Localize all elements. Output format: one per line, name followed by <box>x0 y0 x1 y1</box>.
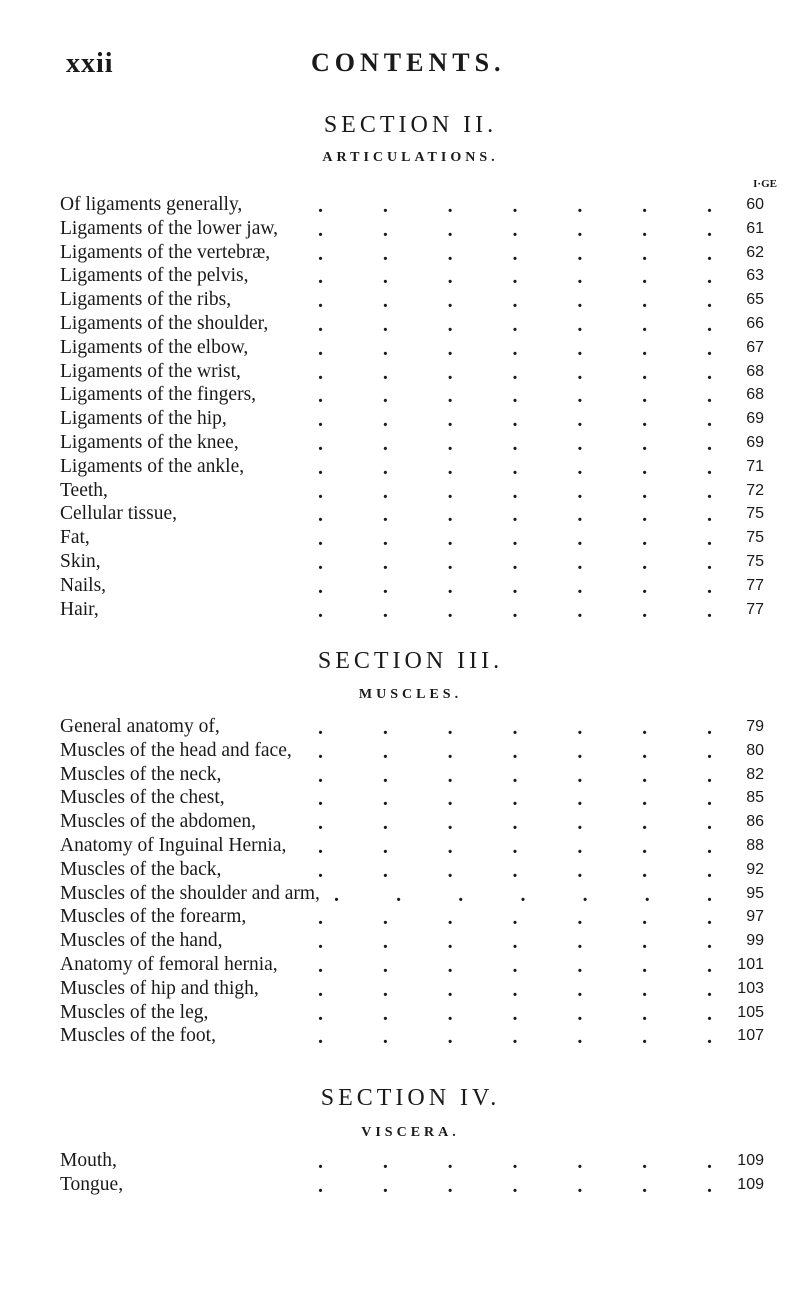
toc-entry <box>60 502 780 526</box>
section-heading-2: SECTION II. <box>323 112 498 138</box>
toc-entry-page: 68 <box>746 362 764 380</box>
toc-entry-label: Ligaments of the wrist, <box>60 360 241 382</box>
section-heading-3: SECTION III. <box>317 648 504 674</box>
dot-leader: . . . . . . . <box>318 575 712 598</box>
toc-entry <box>60 977 780 1001</box>
toc-list-muscles <box>60 715 780 1048</box>
toc-entry <box>60 763 780 787</box>
running-head <box>66 48 786 88</box>
dot-leader: . . . . . . . <box>318 599 712 622</box>
toc-entry-page: 101 <box>737 955 764 973</box>
toc-entry-page: 88 <box>746 836 764 854</box>
toc-entry <box>60 953 780 977</box>
toc-entry-label: Cellular tissue, <box>60 503 177 525</box>
toc-entry <box>60 1001 780 1025</box>
dot-leader: . . . . . . . <box>318 409 712 432</box>
dot-leader: . . . . . . . <box>318 290 712 313</box>
toc-entry <box>60 834 780 858</box>
dot-leader: . . . . . . . <box>318 1026 712 1049</box>
toc-entry-label: Ligaments of the vertebræ, <box>60 241 271 263</box>
section-subheading-3: MUSCLES. <box>358 687 463 702</box>
toc-entry-page: 62 <box>746 243 764 261</box>
dot-leader: . . . . . . . <box>318 528 712 551</box>
dot-leader: . . . . . . . <box>318 1002 712 1025</box>
toc-entry-page: 92 <box>746 860 764 878</box>
toc-entry <box>60 383 780 407</box>
toc-entry-label: Skin, <box>60 550 101 572</box>
toc-entry-label: Anatomy of Inguinal Hernia, <box>60 834 287 856</box>
dot-leader: . . . . . . . <box>318 385 712 408</box>
dot-leader: . . . . . . . <box>318 504 712 527</box>
toc-entry-page: 75 <box>746 552 764 570</box>
toc-entry-page: 77 <box>746 576 764 594</box>
toc-entry-page: 61 <box>746 219 764 237</box>
toc-entry <box>60 241 780 265</box>
toc-entry <box>60 336 780 360</box>
toc-entry-label: Ligaments of the pelvis, <box>60 265 249 287</box>
toc-entry <box>60 264 780 288</box>
toc-entry <box>60 1173 780 1197</box>
dot-leader: . . . . . . . <box>318 218 712 241</box>
dot-leader: . . . . . . . <box>318 907 712 930</box>
toc-entry-page: 69 <box>746 433 764 451</box>
toc-entry <box>60 786 780 810</box>
toc-entry <box>60 882 780 906</box>
toc-entry-label: Ligaments of the knee, <box>60 431 239 453</box>
section-subheading-2: ARTICULATIONS. <box>322 150 499 165</box>
toc-entry-label: Muscles of the forearm, <box>60 906 247 928</box>
toc-entry-page: 97 <box>746 908 764 926</box>
toc-list-viscera <box>60 1149 780 1197</box>
toc-entry-label: Muscles of the back, <box>60 858 222 880</box>
section-subheading-4: VISCERA. <box>361 1125 460 1140</box>
toc-entry-page: 99 <box>746 932 764 950</box>
dot-leader: . . . . . . . <box>318 1174 712 1197</box>
dot-leader: . . . . . . . <box>318 480 712 503</box>
toc-entry-page: 85 <box>746 789 764 807</box>
toc-entry <box>60 1149 780 1173</box>
toc-entry <box>60 526 780 550</box>
toc-entry-page: 79 <box>746 718 764 735</box>
dot-leader: . . . . . . . <box>318 313 712 336</box>
toc-entry <box>60 407 780 431</box>
toc-entry <box>60 598 780 622</box>
toc-entry-page: 95 <box>746 884 764 902</box>
toc-entry-label: Ligaments of the fingers, <box>60 384 257 406</box>
dot-leader: . . . . . . . <box>318 195 712 217</box>
dot-leader: . . . . . . . <box>318 266 712 289</box>
toc-entry-label: Ligaments of the hip, <box>60 408 227 430</box>
dot-leader: . . . . . . . <box>318 551 712 574</box>
toc-entry <box>60 574 780 598</box>
toc-entry <box>60 479 780 503</box>
toc-entry-page: 75 <box>746 505 764 523</box>
toc-entry-page: 80 <box>746 741 764 759</box>
dot-leader: . . . . . . . <box>318 717 712 739</box>
dot-leader: . . . . . . . <box>318 764 712 787</box>
toc-entry <box>60 550 780 574</box>
dot-leader: . . . . . . . <box>318 432 712 455</box>
page-folio: xxii <box>66 48 114 79</box>
page-column-label: I·GE <box>753 178 777 190</box>
toc-entry-label: Hair, <box>60 598 99 620</box>
toc-entry-label: Of ligaments generally, <box>60 194 243 215</box>
toc-entry <box>60 455 780 479</box>
toc-entry-page: 68 <box>746 386 764 404</box>
toc-entry-label: Fat, <box>60 527 90 549</box>
toc-entry-label: Tongue, <box>60 1173 124 1195</box>
toc-entry-page: 66 <box>746 314 764 332</box>
toc-entry <box>60 1024 780 1048</box>
toc-entry-page: 109 <box>737 1152 764 1169</box>
dot-leader: . . . . . . . <box>318 931 712 954</box>
toc-entry-label: Muscles of the abdomen, <box>60 811 257 833</box>
toc-entry-label: Mouth, <box>60 1150 117 1171</box>
toc-entry-label: Muscles of the shoulder and arm, <box>60 882 320 904</box>
toc-entry-page: 72 <box>746 481 764 499</box>
toc-entry-label: Muscles of the hand, <box>60 930 223 952</box>
toc-entry-page: 77 <box>746 600 764 618</box>
toc-entry <box>60 217 780 241</box>
dot-leader: . . . . . . . <box>318 812 712 835</box>
dot-leader: . . . . . . . <box>333 883 712 906</box>
toc-entry-label: Muscles of the leg, <box>60 1001 209 1023</box>
toc-entry <box>60 739 780 763</box>
toc-entry <box>60 431 780 455</box>
toc-entry-label: Muscles of the foot, <box>60 1025 216 1047</box>
dot-leader: . . . . . . . <box>318 242 712 265</box>
toc-entry <box>60 312 780 336</box>
dot-leader: . . . . . . . <box>318 456 712 479</box>
dot-leader: . . . . . . . <box>318 337 712 360</box>
toc-entry-page: 86 <box>746 813 764 831</box>
toc-entry <box>60 905 780 929</box>
toc-entry <box>60 193 780 217</box>
toc-entry-page: 63 <box>746 267 764 285</box>
running-title: CONTENTS. <box>311 48 506 77</box>
toc-entry-label: Ligaments of the ankle, <box>60 455 245 477</box>
toc-entry-label: Muscles of the neck, <box>60 763 222 785</box>
toc-entry-page: 109 <box>737 1175 764 1193</box>
toc-entry <box>60 929 780 953</box>
toc-entry <box>60 858 780 882</box>
toc-entry-label: Teeth, <box>60 479 108 501</box>
toc-entry <box>60 810 780 834</box>
toc-entry-page: 67 <box>746 338 764 356</box>
dot-leader: . . . . . . . <box>318 978 712 1001</box>
toc-entry-page: 69 <box>746 410 764 428</box>
section-heading-4: SECTION IV. <box>320 1085 501 1111</box>
toc-entry-page: 65 <box>746 291 764 309</box>
toc-entry <box>60 288 780 312</box>
toc-entry-page: 82 <box>746 765 764 783</box>
toc-entry-label: General anatomy of, <box>60 716 220 737</box>
dot-leader: . . . . . . . <box>318 1151 712 1173</box>
toc-entry-page: 60 <box>746 196 764 213</box>
toc-entry-label: Muscles of the head and face, <box>60 739 292 761</box>
toc-entry-page: 107 <box>737 1027 764 1045</box>
dot-leader: . . . . . . . <box>318 361 712 384</box>
toc-entry-page: 71 <box>746 457 764 475</box>
toc-entry-label: Ligaments of the ribs, <box>60 289 232 311</box>
dot-leader: . . . . . . . <box>318 740 712 763</box>
dot-leader: . . . . . . . <box>318 788 712 811</box>
toc-entry <box>60 715 780 739</box>
toc-entry-page: 75 <box>746 529 764 547</box>
toc-entry <box>60 360 780 384</box>
toc-entry-label: Muscles of the chest, <box>60 787 225 809</box>
toc-entry-page: 103 <box>737 979 764 997</box>
dot-leader: . . . . . . . <box>318 835 712 858</box>
toc-entry-label: Ligaments of the shoulder, <box>60 312 269 334</box>
dot-leader: . . . . . . . <box>318 859 712 882</box>
toc-entry-page: 105 <box>737 1003 764 1021</box>
toc-list-articulations <box>60 193 780 621</box>
toc-entry-label: Ligaments of the elbow, <box>60 336 249 358</box>
dot-leader: . . . . . . . <box>318 954 712 977</box>
toc-entry-label: Nails, <box>60 574 107 596</box>
toc-entry-label: Muscles of hip and thigh, <box>60 977 259 999</box>
toc-entry-label: Ligaments of the lower jaw, <box>60 217 279 239</box>
toc-entry-label: Anatomy of femoral hernia, <box>60 953 278 975</box>
